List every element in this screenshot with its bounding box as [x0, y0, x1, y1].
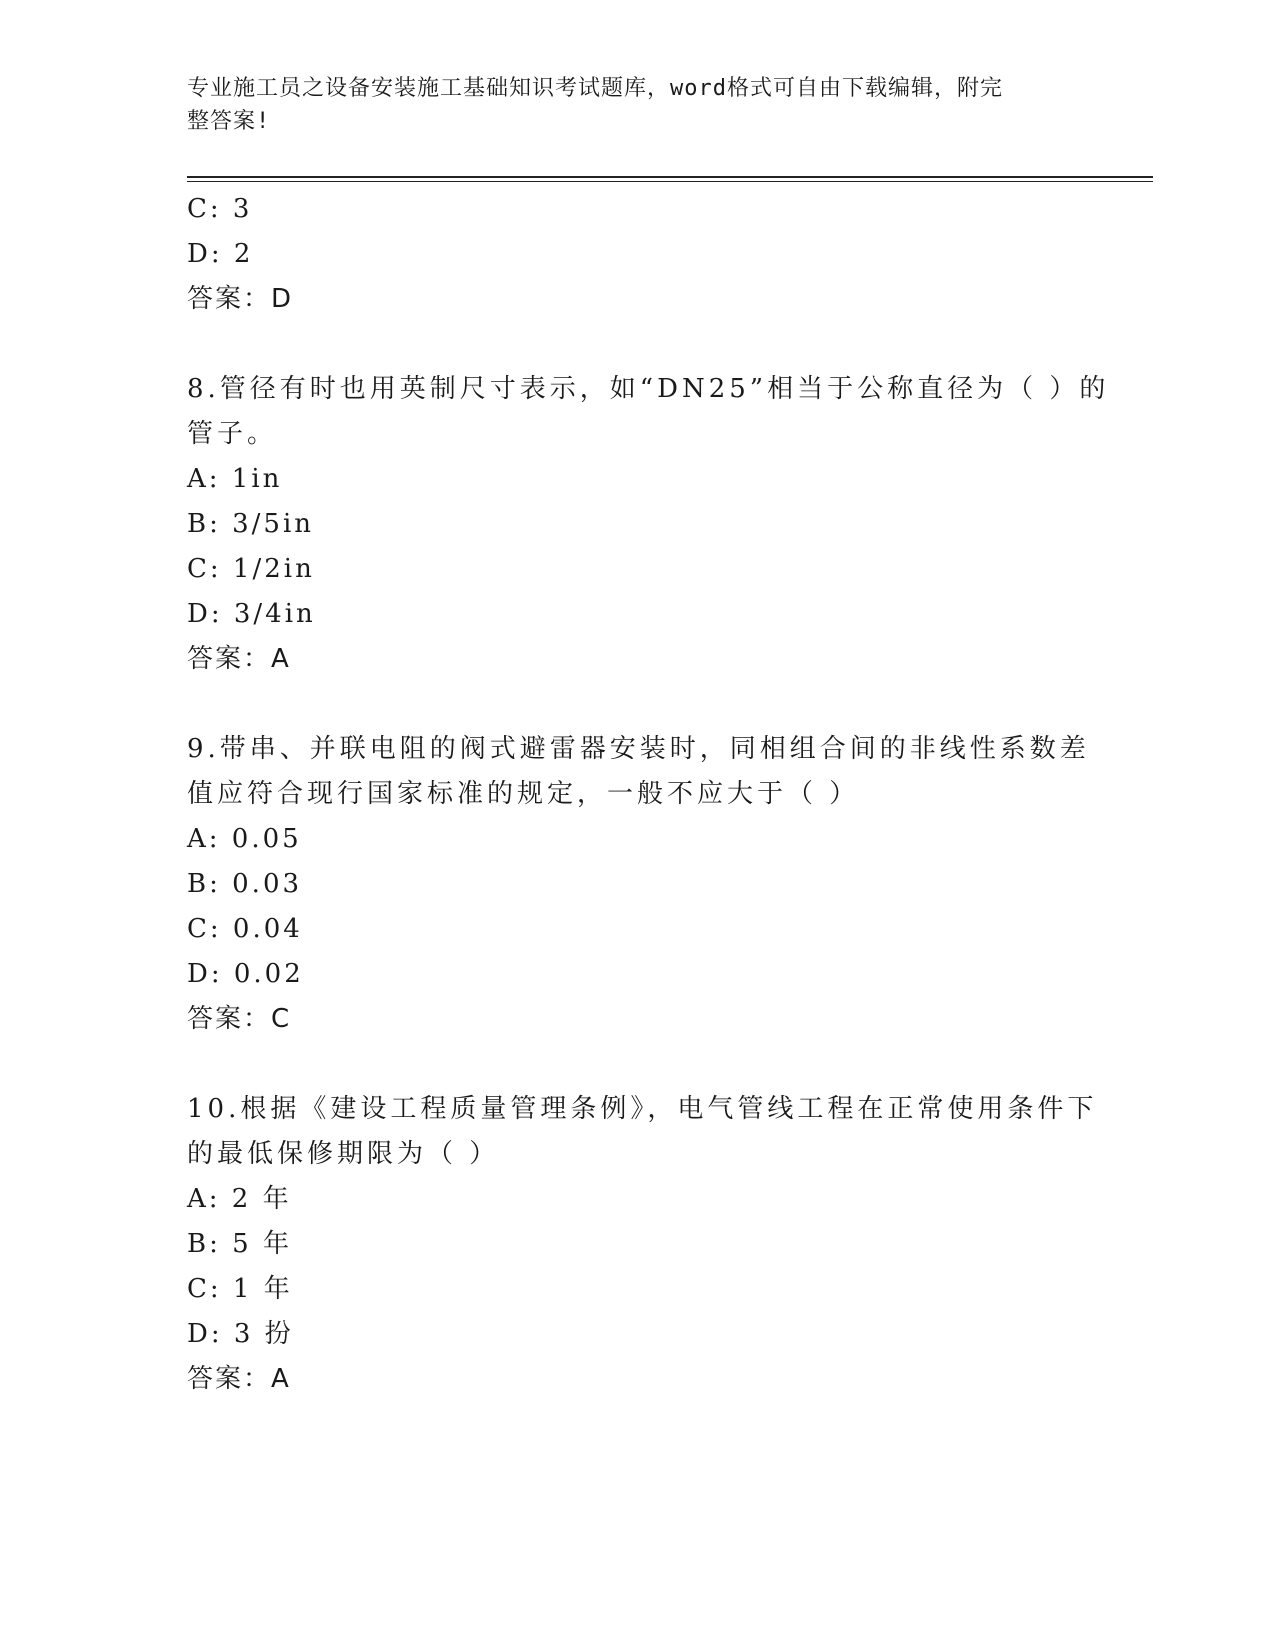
header-line-2: 整答案!: [187, 109, 271, 134]
q8-option-d: D: 3/4in: [187, 599, 316, 629]
q9-option-a: A: 0.05: [187, 824, 302, 854]
q8-option-a: A: 1in: [187, 464, 283, 494]
q8-option-b: B: 3/5in: [187, 509, 315, 539]
q9-option-b: B: 0.03: [187, 869, 303, 899]
q10-option-c: C: 1 年: [187, 1274, 293, 1304]
header-line-1: 专业施工员之设备安装施工基础知识考试题库，word格式可自由下载编辑，附完: [187, 76, 1003, 101]
q10-option-a: A: 2 年: [187, 1184, 292, 1214]
header-rule-thin: [187, 181, 1153, 182]
prev-answer: 答案：D: [187, 284, 294, 314]
q10-option-d: D: 3 扮: [187, 1319, 294, 1349]
page-header: [187, 72, 1067, 138]
q8-option-c: C: 1/2in: [187, 554, 315, 584]
header-rule-thick: [187, 176, 1153, 178]
q10-option-b: B: 5 年: [187, 1229, 292, 1259]
prev-option-d: D: 2: [187, 239, 254, 269]
q10-text-line-1: 10.根据《建设工程质量管理条例》，电气管线工程在正常使用条件下: [187, 1094, 1098, 1124]
q8-answer: 答案：A: [187, 644, 291, 674]
prev-option-c: C: 3: [187, 194, 253, 224]
q9-option-d: D: 0.02: [187, 959, 304, 989]
q8-text-line-1: 8.管径有时也用英制尺寸表示，如“DN25”相当于公称直径为（ ）的: [187, 374, 1110, 404]
q10-answer: 答案：A: [187, 1364, 291, 1394]
q10-text-line-2: 的最低保修期限为（ ）: [187, 1139, 500, 1169]
q9-text-line-2: 值应符合现行国家标准的规定，一般不应大于（ ）: [187, 779, 860, 809]
q9-option-c: C: 0.04: [187, 914, 303, 944]
q9-text-line-1: 9.带串、并联电阻的阀式避雷器安装时，同相组合间的非线性系数差: [187, 734, 1090, 764]
q8-text-line-2: 管子。: [187, 419, 278, 449]
q9-answer: 答案：C: [187, 1004, 292, 1034]
